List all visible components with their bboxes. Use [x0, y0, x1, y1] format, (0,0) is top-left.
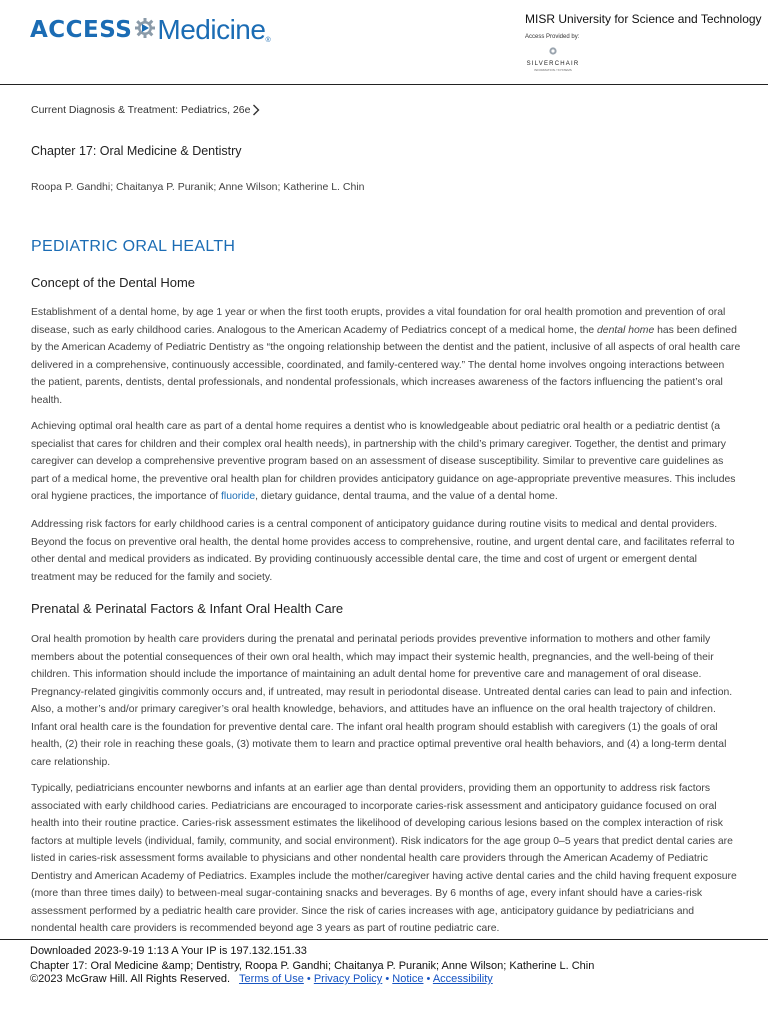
link-separator: •	[306, 973, 311, 985]
copyright-text: ©2023 McGraw Hill. All Rights Reserved.	[30, 973, 231, 985]
chapter-title: Chapter 17: Oral Medicine & Dentistry	[31, 144, 242, 158]
provider-tagline: INFORMATION / SYSTEMS	[534, 68, 572, 72]
paragraph-dental-home-1	[31, 304, 741, 409]
paragraph-prenatal-2: Typically, pediatricians encounter newborns and infants at an earlier age than dental providers, providing them an opportunity to address risk factors associated with early childhood caries. Pediatricians are encouraged to incorporate caries-risk assessment and anticipatory guidance focused on oral health into their routine practice. Caries-risk assessment estimates the likelihood of developing carious lesions based on the complex interaction of risk factors at multiple levels (individual, family, community, and social environment). Risk indicators for the age group 0–5 years that predict dental caries are listed in caries-risk assessment forms available to physicians and other nondental health care providers through the American Academy of Pediatric Dentistry and American Academy of Pediatrics. Examples include the mother/caregiver having active dental caries and the child having frequent exposure (more than three times daily) to between-meal sugar-containing snacks and beverages. By 6 months of age, every infant should have a caries-risk assessment performed by a pediatric health care provider. Since the risk of caries increases with age, anticipatory guidance by pediatricians and nondental health care providers is recommended beyond age 3 years as part of routine pediatric care.	[31, 783, 737, 934]
paragraph-dental-home-2	[31, 418, 741, 506]
chevron-right-icon	[252, 104, 260, 116]
silverchair-logo	[523, 42, 583, 72]
breadcrumb[interactable]	[31, 104, 260, 116]
footer-divider	[0, 939, 768, 940]
logo-access-text: ACCESS	[30, 17, 133, 43]
silverchair-emblem-icon	[549, 47, 557, 55]
paragraph-text: , dietary guidance, dental trauma, and the value of a dental home.	[255, 491, 558, 502]
logo-medicine-text: Medicine	[157, 14, 266, 45]
fluoride-link[interactable]: fluoride	[221, 491, 256, 502]
paragraph-dental-home-3: Addressing risk factors for early childhood caries is a central component of anticipatory guidance during routine visits to medical and dental providers. Beyond the focus on preventive oral health, the dental home provides access to comprehensive, routine, and urgent dental care, and facilitates referral to other dental and medical providers as indicated. By providing continuously accessible dental care, the time and cost of urgent or emergent dental treatment may be reduced for the family and society.	[31, 519, 735, 583]
paragraph-prenatal-1: Oral health promotion by health care providers during the prenatal and perinatal periods provides preventive information to mothers and other family members about the potential consequences of their own oral health, which may impact their systemic health, pregnancies, and the well-being of their children. This information should include the importance of maintaining an adult dental home for preventive care and management of oral disease. Pregnancy-related gingivitis commonly occurs and, if untreated, may result in periodontal disease. Untreated dental caries can lead to pain and infection. Also, a mother’s and/or primary caregiver’s oral health knowledge, behaviors, and attitudes have an influence on the oral health trajectory of children. Infant oral health care is the foundation for preventive dental care. The infant oral health program should establish with caregivers (1) the goals of oral health, (2) their role in reaching these goals, (3) motivate them to learn and practice optimal preventive oral health behaviors, and (4) a long-term dental care relationship.	[31, 634, 733, 768]
notice-link[interactable]: Notice	[392, 973, 424, 985]
site-header	[0, 0, 768, 84]
header-divider	[0, 84, 768, 85]
chapter-authors: Roopa P. Gandhi; Chaitanya P. Puranik; Anne Wilson; Katherine L. Chin	[31, 181, 365, 193]
link-separator: •	[426, 973, 431, 985]
emphasis-dental-home: dental home	[597, 324, 655, 336]
terms-of-use-link[interactable]: Terms of Use	[239, 973, 304, 985]
gear-arrow-icon	[134, 17, 156, 44]
download-info: Downloaded 2023-9-19 1:13 A Your IP is 197.132.151.33	[30, 945, 307, 957]
access-provided-label: Access Provided by:	[525, 34, 580, 40]
subheading-dental-home: Concept of the Dental Home	[31, 275, 196, 290]
paragraph-text: has been defined by the American Academy of Pediatric Dentistry as “the ongoing relationship between the dentist and the patient, inclusive of all aspects of oral health care delivered in a comprehensive, continuously accessible, coordinated, and family-centered way.” The dental home involves ongoing interactions between the patient, parents, dentists, dental professionals, and nondental professionals, which increases awareness of the factors influencing the patient’s oral health.	[31, 324, 741, 406]
section-title: PEDIATRIC ORAL HEALTH	[31, 238, 236, 255]
footer-links-line	[30, 973, 493, 985]
provider-name: SILVERCHAIR	[526, 61, 580, 67]
accessibility-link[interactable]: Accessibility	[432, 973, 493, 985]
privacy-policy-link[interactable]: Privacy Policy	[313, 973, 383, 985]
breadcrumb-book-title[interactable]: Current Diagnosis & Treatment: Pediatrics, 26e	[31, 104, 251, 116]
citation-line: Chapter 17: Oral Medicine &amp; Dentistry, Roopa P. Gandhi; Chaitanya P. Puranik; Anne Wilson; Katherine L. Chin	[30, 960, 595, 972]
registered-mark: ®	[265, 37, 271, 44]
institution-name: MISR University for Science and Technology	[525, 12, 762, 26]
subheading-prenatal: Prenatal & Perinatal Factors & Infant Oral Health Care	[31, 601, 344, 616]
paragraph-text: Establishment of a dental home, by age 1 year or when the first tooth erupts, provides a vital foundation for oral health promotion and prevention of oral disease, such as early childhood caries. Analogous to the American Academy of Pediatrics concept of a medical home, the	[31, 307, 726, 336]
paragraph-text: Achieving optimal oral health care as part of a dental home requires a dentist who is knowledgeable about pediatric oral health or a pediatric dentist (a specialist that cares for children and their complex oral health needs), in partnership with the child’s primary caregiver. Together, the dentist and primary caregiver can develop a comprehensive preventive program based on an assessment of disease susceptibility. Similar to preventive care guidelines as part of a medical home, the preventive oral health plan for children provides anticipatory guidance on age-appropriate preventive measures. This includes oral hygiene practices, the importance of	[31, 421, 736, 502]
link-separator: •	[385, 973, 390, 985]
accessmedicine-logo[interactable]	[30, 10, 271, 50]
